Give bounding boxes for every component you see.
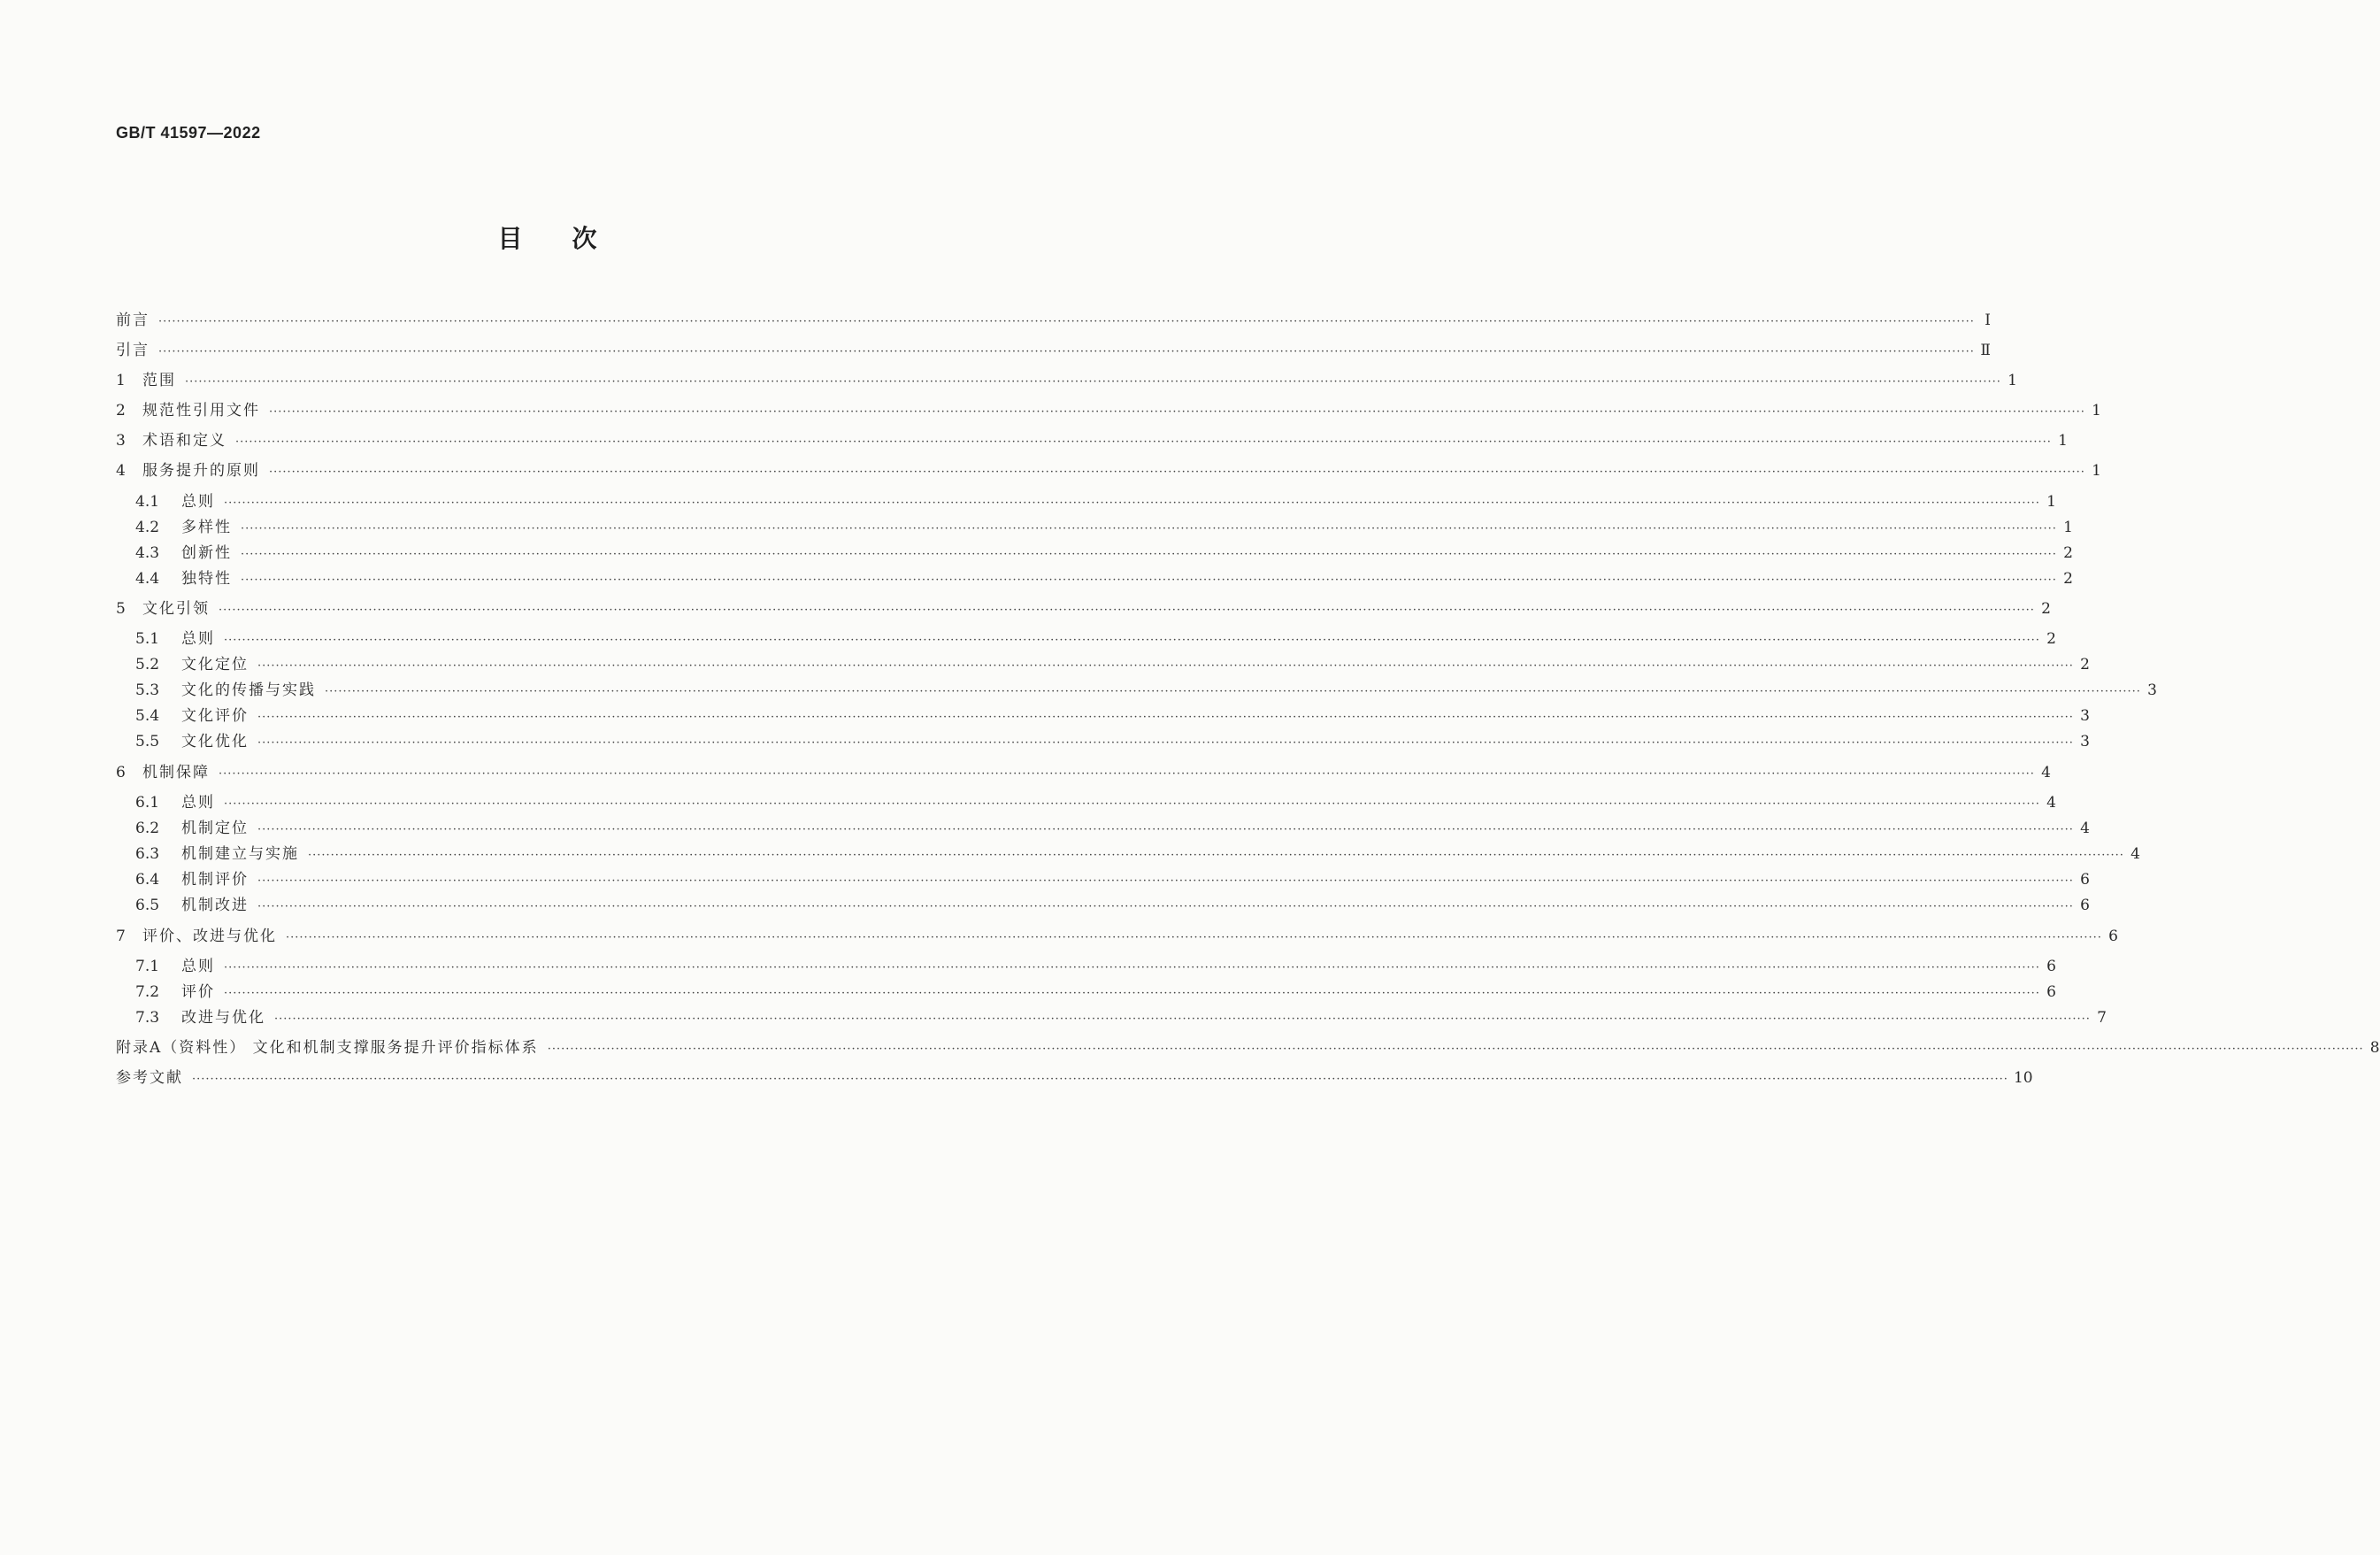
toc-entry-label: 文化定位	[181, 656, 249, 674]
toc-leader-dots: ················································································································································································································································································································································································································	[192, 1073, 2008, 1086]
toc-entry-label: 文化优化	[181, 733, 249, 751]
toc-entry-label: 机制改进	[181, 897, 249, 914]
toc-entry-number: 5.2	[135, 656, 160, 674]
toc-entry-page: 2	[2046, 630, 2056, 648]
toc-entry-page: 4	[2080, 820, 2090, 837]
toc-entry[interactable]	[116, 1066, 2033, 1090]
toc-entry-page: 1	[2046, 493, 2056, 511]
toc-leader-dots: ················································································································································································································································································································································································································	[257, 874, 2074, 888]
toc-entry-page: 6	[2046, 983, 2056, 1001]
toc-entry-label: 服务提升的原则	[142, 462, 260, 480]
toc-entry-number: 7.3	[135, 1009, 160, 1027]
toc-leader-dots: ················································································································································································································································································································································································································	[257, 736, 2074, 750]
toc-leader-dots: ················································································································································································································································································································································································································	[219, 604, 2035, 617]
toc-entry-page: 1	[2008, 372, 2017, 389]
toc-entry-label: 评价	[181, 983, 215, 1001]
toc-leader-dots: ················································································································································································································································································································································································································	[547, 1043, 2364, 1056]
toc-leader-dots: ················································································································································································································································································································································································································	[224, 961, 2040, 974]
toc-entry-page: 3	[2147, 681, 2157, 699]
toc-entry-page: 3	[2080, 707, 2090, 725]
toc-entry-label: 创新性	[181, 544, 232, 562]
toc-entry-number: 1	[116, 372, 126, 389]
toc-entry-number: 7	[116, 928, 126, 945]
toc-entry-label: 评价、改进与优化	[142, 928, 277, 945]
toc-entry[interactable]	[135, 867, 2090, 892]
toc-entry[interactable]	[135, 842, 2140, 866]
toc-leader-dots: ················································································································································································································································································································································································································	[241, 574, 2057, 587]
toc-entry[interactable]	[135, 627, 2056, 651]
toc-entry-label: 多样性	[181, 519, 232, 536]
toc-entry-label: 范围	[142, 372, 176, 389]
toc-entry-page: 3	[2080, 733, 2090, 751]
toc-entry-page: 2	[2063, 570, 2073, 588]
toc-entry-page: 6	[2108, 928, 2118, 945]
toc-leader-dots: ················································································································································································································································································································································································································	[286, 931, 2102, 944]
toc-entry-number: 6	[116, 764, 126, 781]
toc-entry[interactable]	[135, 954, 2056, 979]
toc-leader-dots: ················································································································································································································································································································································································································	[158, 315, 1975, 328]
toc-entry-number: 4	[116, 462, 126, 480]
toc-entry-label: 术语和定义	[142, 432, 226, 450]
toc-entry[interactable]	[135, 980, 2056, 1005]
toc-entry[interactable]	[116, 597, 2051, 621]
toc-entry-label: 总则	[181, 493, 215, 511]
toc-entry[interactable]	[116, 428, 2068, 453]
toc-entry-page: 8	[2369, 1039, 2380, 1057]
toc-entry[interactable]	[135, 515, 2073, 540]
toc-entry-label: 独特性	[181, 570, 232, 588]
toc-entry-page: 6	[2080, 897, 2090, 914]
toc-leader-dots: ················································································································································································································································································································································································································	[185, 375, 2001, 389]
toc-entry-number: 2	[116, 402, 126, 420]
toc-entry-number: 5.5	[135, 733, 160, 751]
toc-title: 目次	[497, 224, 647, 253]
toc-entry-number: 5.4	[135, 707, 160, 725]
toc-entry-page: 1	[2092, 462, 2101, 480]
toc-entry-label: 参考文献	[116, 1069, 183, 1087]
toc-entry-number: 4.1	[135, 493, 160, 511]
toc-entry-label: 文化的传播与实践	[181, 681, 316, 699]
toc-entry-number: 5.3	[135, 681, 160, 699]
toc-entry-page: 4	[2046, 794, 2056, 812]
toc-entry-page: 1	[2092, 402, 2101, 420]
toc-entry-page: 6	[2046, 958, 2056, 975]
toc-leader-dots: ················································································································································································································································································································································································································	[269, 405, 2085, 419]
toc-entry-page: 1	[2063, 519, 2073, 536]
toc-entry[interactable]	[135, 489, 2056, 514]
toc-entry-label: 总则	[181, 958, 215, 975]
toc-entry-label: 规范性引用文件	[142, 402, 260, 420]
toc-entry-page: 7	[2097, 1009, 2107, 1027]
toc-leader-dots: ················································································································································································································································································································································································································	[235, 435, 2052, 449]
toc-entry-number: 6.1	[135, 794, 160, 812]
toc-entry-number: 4.2	[135, 519, 160, 536]
toc-entry-label: 引言	[116, 342, 150, 359]
toc-entry-label: 总则	[181, 794, 215, 812]
toc-entry[interactable]	[116, 338, 1991, 363]
toc-entry-page: Ⅱ	[1980, 342, 1991, 359]
toc-leader-dots: ················································································································································································································································································································································································································	[257, 900, 2074, 913]
toc-entry[interactable]	[116, 398, 2101, 423]
toc-entry[interactable]	[135, 704, 2090, 728]
toc-leader-dots: ················································································································································································································································································································································································································	[325, 685, 2141, 698]
toc-entry-label: 机制建立与实施	[181, 845, 299, 863]
toc-entry[interactable]	[135, 566, 2073, 591]
toc-entry-number: 7.2	[135, 983, 160, 1001]
toc-entry[interactable]	[135, 1005, 2107, 1030]
toc-entry-page: Ⅰ	[1985, 312, 1991, 329]
toc-leader-dots: ················································································································································································································································································································································································································	[224, 634, 2040, 647]
toc-leader-dots: ················································································································································································································································································································································································································	[224, 497, 2040, 510]
toc-entry-label: 机制保障	[142, 764, 210, 781]
toc-entry[interactable]	[135, 678, 2157, 703]
toc-entry-page: 2	[2080, 656, 2090, 674]
toc-leader-dots: ················································································································································································································································································································································································································	[257, 711, 2074, 724]
toc-entry-page: 2	[2063, 544, 2073, 562]
toc-entry-label: 文化评价	[181, 707, 249, 725]
toc-entry[interactable]	[116, 1035, 2380, 1060]
toc-entry-page: 6	[2080, 871, 2090, 889]
toc-entry-label: 机制定位	[181, 820, 249, 837]
toc-entry[interactable]	[116, 368, 2017, 393]
toc-entry-label: 前言	[116, 312, 150, 329]
toc-leader-dots: ················································································································································································································································································································································································································	[257, 659, 2074, 673]
toc-entry-label: 改进与优化	[181, 1009, 265, 1027]
toc-entry[interactable]	[135, 541, 2073, 566]
toc-entry-label: 总则	[181, 630, 215, 648]
toc-entry-label: 文化引领	[142, 600, 210, 618]
toc-leader-dots: ················································································································································································································································································································································································································	[274, 1012, 2091, 1026]
toc-entry-page: 2	[2041, 600, 2051, 618]
toc-leader-dots: ················································································································································································································································································································································································································	[219, 767, 2035, 781]
toc-entry-number: 4.3	[135, 544, 160, 562]
toc-entry-number: 4.4	[135, 570, 160, 588]
toc-entry[interactable]	[135, 652, 2090, 677]
toc-entry-number: 5	[116, 600, 126, 618]
toc-entry-page: 1	[2058, 432, 2068, 450]
toc-entry-number: 3	[116, 432, 126, 450]
toc-entry-page: 4	[2041, 764, 2051, 781]
toc-entry-number: 5.1	[135, 630, 160, 648]
toc-leader-dots: ················································································································································································································································································································································································································	[224, 987, 2040, 1000]
toc-entry[interactable]	[116, 924, 2118, 949]
toc-leader-dots: ················································································································································································································································································································································································································	[241, 522, 2057, 535]
toc-entry[interactable]	[135, 893, 2090, 918]
toc-entry[interactable]	[135, 729, 2090, 754]
toc-entry[interactable]	[116, 308, 1991, 333]
toc-entry-number: 6.2	[135, 820, 160, 837]
toc-leader-dots: ················································································································································································································································································································································································································	[257, 823, 2074, 836]
toc-leader-dots: ················································································································································································································································································································································································································	[269, 466, 2085, 479]
toc-entry-number: 6.5	[135, 897, 160, 914]
document-code: GB/T 41597—2022	[116, 124, 261, 142]
toc-entry[interactable]	[135, 790, 2056, 815]
toc-entry-page: 4	[2130, 845, 2140, 863]
toc-entry-number: 7.1	[135, 958, 160, 975]
toc-entry[interactable]	[116, 760, 2051, 785]
toc-leader-dots: ················································································································································································································································································································································································································	[158, 345, 1975, 358]
toc-entry-page: 10	[2013, 1069, 2033, 1087]
toc-entry-label: 机制评价	[181, 871, 249, 889]
toc-entry[interactable]	[135, 816, 2090, 841]
toc-leader-dots: ················································································································································································································································································································································································································	[308, 849, 2124, 862]
toc-entry-label: 附录A（资料性） 文化和机制支撑服务提升评价指标体系	[116, 1039, 539, 1057]
toc-entry[interactable]	[116, 458, 2101, 483]
toc-leader-dots: ················································································································································································································································································································································································································	[241, 548, 2057, 561]
toc-entry-number: 6.4	[135, 871, 160, 889]
toc-entry-number: 6.3	[135, 845, 160, 863]
toc-leader-dots: ················································································································································································································································································································································································································	[224, 797, 2040, 811]
